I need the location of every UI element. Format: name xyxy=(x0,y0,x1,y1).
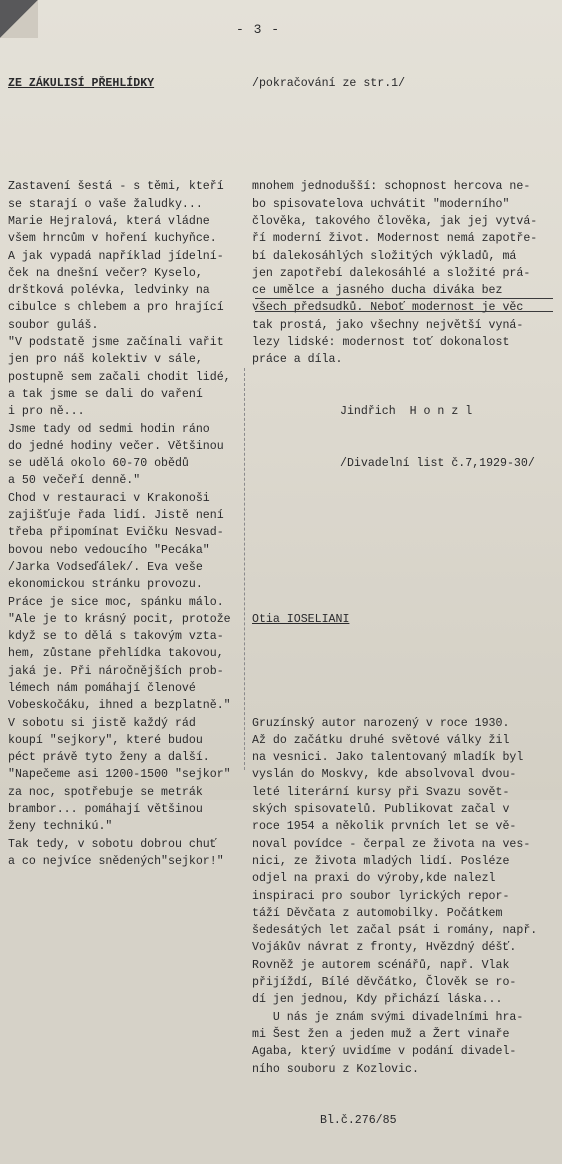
text-line: vyslán do Moskvy, kde absolvoval dvou- xyxy=(252,768,517,782)
text-line: práce a díla. xyxy=(252,353,343,367)
text-line: lezy lidské: modernost toť dokonalost xyxy=(252,336,510,350)
text-line: ženy technikú." xyxy=(8,820,113,834)
article2-heading: Otia IOSELIANI xyxy=(252,612,350,626)
text-line: mnohem jednodušší: schopnost hercova ne- xyxy=(252,180,531,194)
text-line: do jedné hodiny večer. Většinou xyxy=(8,439,224,453)
text-line: postupně sem začali chodit lidé, xyxy=(8,370,231,384)
article2-reference: Bl.č.276/85 xyxy=(320,1114,397,1128)
right-spacer xyxy=(252,126,552,143)
text-line: inspiraci pro soubor lyrických repor- xyxy=(252,889,510,903)
text-line: jen pro náš kolektiv v sále, xyxy=(8,353,203,367)
text-line: a 50 večeří denně." xyxy=(8,474,141,488)
right-gap-2 xyxy=(252,559,552,576)
text-line: dí jen jednou, Kdy přichází láska... xyxy=(252,993,503,1007)
text-line: U nás je znám svými divadelními hra- xyxy=(252,1010,524,1024)
article2-body xyxy=(252,715,552,1078)
text-line: koupí "sejkory", které budou xyxy=(8,733,203,747)
text-line: Agaba, který uvidíme v podání divadel- xyxy=(252,1045,517,1059)
text-line: roce 1954 a několik prvních let se vě- xyxy=(252,820,517,834)
author-signature: Jindřich H o n z l xyxy=(340,405,473,419)
text-line: se udělá okolo 60-70 obědů xyxy=(8,457,189,471)
text-line: bo spisovatelova uchvátit "moderního" xyxy=(252,197,510,211)
continuation-note: /pokračování ze str.1/ xyxy=(252,76,406,90)
text-line: Zastavení šestá - s těmi, kteří xyxy=(8,180,224,194)
text-line: Jsme tady od sedmi hodin ráno xyxy=(8,422,210,436)
text-line: odjel na praxi do výroby,kde nalezl xyxy=(252,872,496,886)
text-line: a co nejvíce snědených"sejkor!" xyxy=(8,854,224,868)
folded-corner-underside xyxy=(0,0,38,38)
text-line: mi Šest žen a jeden muž a Žert vinaře xyxy=(252,1027,510,1041)
divider-rule-1 xyxy=(255,298,553,299)
text-line: třeba připomínat Evičku Nesvad- xyxy=(8,526,224,540)
text-line: bí dalekosáhlých složitých výkladů, má xyxy=(252,249,517,263)
text-line: i pro ně... xyxy=(8,405,85,419)
text-line: Až do začátku druhé světové války žil xyxy=(252,733,510,747)
text-line: všech předsudků. Neboť modernost je věc xyxy=(252,301,524,315)
left-heading: ZE ZÁKULISÍ PŘEHLÍDKY xyxy=(8,76,155,90)
text-line: na vesnici. Jako talentovaný mladík byl xyxy=(252,751,524,765)
text-line: cibulce s chlebem a pro hrající xyxy=(8,301,224,315)
text-line: šedesátých let začal psát i romány, např. xyxy=(252,924,538,938)
page-number: - 3 - xyxy=(236,22,281,37)
text-line: drštková polévka, ledvinky na xyxy=(8,284,210,298)
left-spacer xyxy=(8,126,250,143)
text-line: ekonomickou stránku provozu. xyxy=(8,578,203,592)
text-line: jen zapotřebí dalekosáhlé a složité prá- xyxy=(252,266,531,280)
text-line: nici, ze života mladých lidí. Posléze xyxy=(252,854,510,868)
text-line: soubor guláš. xyxy=(8,318,99,332)
text-line: "Ale je to krásný pocit, protože xyxy=(8,612,231,626)
text-line: leté literární kursy při Svazu sovět- xyxy=(252,785,510,799)
text-line: se starají o vaše žaludky... xyxy=(8,197,203,211)
divider-rule-2 xyxy=(255,311,553,312)
text-line: tak prostá, jako všechny největší vyná- xyxy=(252,318,524,332)
text-line: hem, zůstane přehlídka takovou, xyxy=(8,647,224,661)
text-line: zajišťuje řada lidí. Jistě není xyxy=(8,509,224,523)
text-line: a tak jsme se dali do vaření xyxy=(8,387,203,401)
text-line: přijíždí, Bílé děvčátko, Člověk se ro- xyxy=(252,976,517,990)
source-citation: /Divadelní list č.7,1929-30/ xyxy=(340,457,535,471)
text-line: A jak vypadá například jídelní- xyxy=(8,249,224,263)
text-line: péct právě tyto ženy a další. xyxy=(8,751,210,765)
right-gap-3 xyxy=(252,663,552,680)
text-line: ských spisovatelů. Publikovat začal v xyxy=(252,803,510,817)
text-line: brambor... pomáhají většinou xyxy=(8,803,203,817)
text-line: když se to dělá s takovým vzta- xyxy=(8,630,224,644)
text-line: V sobotu si jistě každý rád xyxy=(8,716,196,730)
text-line: všem hrncům v hoření kuchyňce. xyxy=(8,232,217,246)
text-line: "V podstatě jsme začínali vařit xyxy=(8,336,224,350)
text-line: ří moderní život. Modernost nemá zapotře- xyxy=(252,232,538,246)
text-line: Tak tedy, v sobotu dobrou chuť xyxy=(8,837,217,851)
column-separator xyxy=(244,368,245,770)
text-line: člověka, takového člověka, jak jej vytvá- xyxy=(252,214,538,228)
text-line: Vojákův návrat z fronty, Hvězdný déšť. xyxy=(252,941,517,955)
text-line: Gruzínský autor narozený v roce 1930. xyxy=(252,716,510,730)
text-line: ček na dnešní večer? Kyselo, xyxy=(8,266,203,280)
text-line: Chod v restauraci v Krakonoši xyxy=(8,491,210,505)
text-line: lémech nám pomáhají členové xyxy=(8,681,196,695)
text-line: Vobeskočáku, ihned a bezplatně." xyxy=(8,699,231,713)
text-line: táží Děvčata z automobilky. Počátkem xyxy=(252,906,503,920)
left-column xyxy=(8,40,250,905)
left-body xyxy=(8,178,250,870)
text-line: /Jarka Vodseďálek/. Eva veše xyxy=(8,560,203,574)
text-line: za noc, spotřebuje se metrák xyxy=(8,785,203,799)
right-gap-1 xyxy=(252,507,552,524)
text-line: Práce je sice moc, spánku málo. xyxy=(8,595,224,609)
text-line: "Napečeme asi 1200-1500 "sejkor" xyxy=(8,768,231,782)
text-line: Rovněž je autorem scénářů, např. Vlak xyxy=(252,958,510,972)
text-line: Marie Hejralová, která vládne xyxy=(8,214,210,228)
text-line: noval povídce - čerpal ze života na ves- xyxy=(252,837,531,851)
text-line: ního souboru z Kozlovic. xyxy=(252,1062,419,1076)
text-line: jaká je. Při náročnějších prob- xyxy=(8,664,224,678)
article1-body xyxy=(252,178,552,368)
text-line: bovou nebo vedoucího "Pecáka" xyxy=(8,543,210,557)
right-column xyxy=(252,40,552,1164)
text-line: ce umělce a jasného ducha diváka bez xyxy=(252,284,503,298)
